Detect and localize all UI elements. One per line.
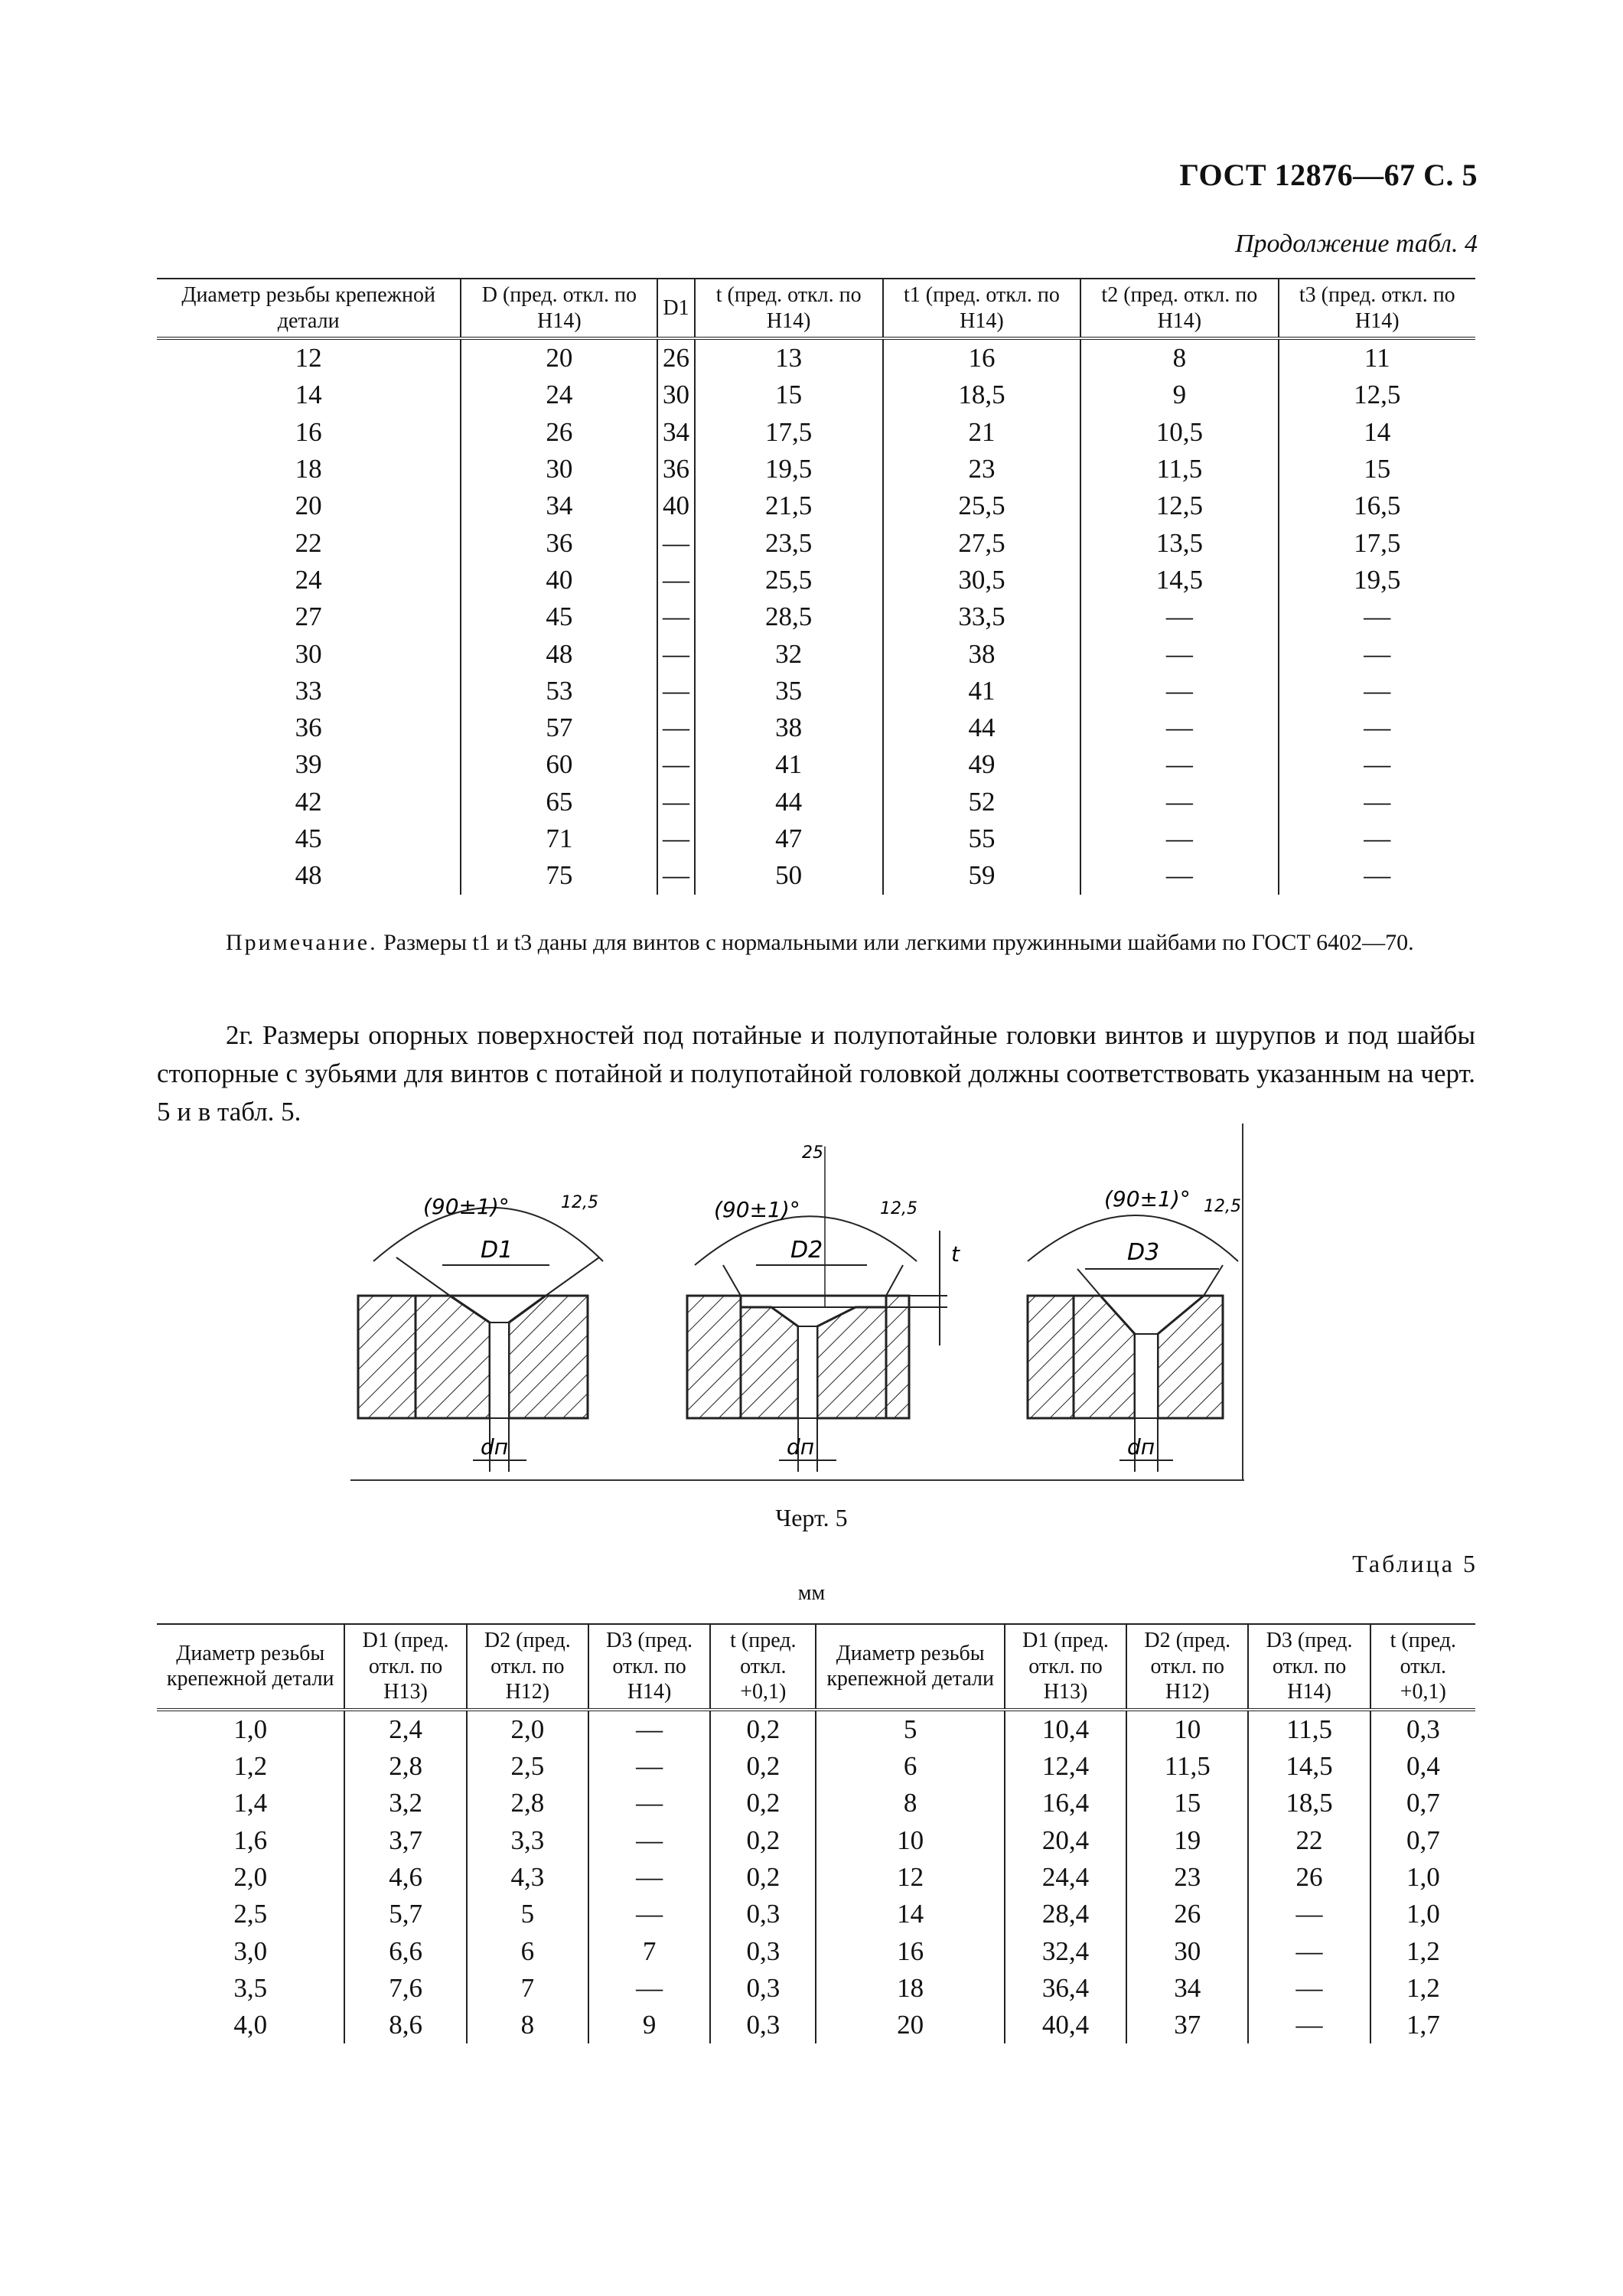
table-cell: — — [1080, 636, 1278, 673]
table-cell: 27 — [295, 602, 322, 632]
column-header: t (пред. откл. +0,1) — [1370, 1624, 1475, 1710]
table-cell: — — [1279, 784, 1475, 820]
table-cell: 48 — [461, 636, 657, 673]
table-cell: 36 — [295, 713, 322, 743]
table-cell: 20 — [295, 491, 322, 521]
table-cell: — — [588, 1896, 710, 1932]
table-continuation-label: Продолжение табл. 4 — [1234, 230, 1478, 258]
table-cell: 0,3 — [1370, 1710, 1475, 1748]
column-header: D (пред. откл. по H14) — [461, 279, 657, 338]
countersink-view-2 — [687, 1143, 960, 1472]
table-cell: 3,5 — [233, 1972, 268, 2003]
roughness-label-1: 12,5 — [561, 1193, 598, 1212]
table-cell: 14 — [295, 380, 322, 410]
table-cell: — — [1248, 1933, 1370, 1970]
table-cell: 37 — [1126, 2007, 1248, 2043]
table-cell: — — [1279, 857, 1475, 894]
table-cell: 36 — [461, 525, 657, 562]
table-cell: — — [657, 598, 694, 635]
table-cell: 55 — [883, 820, 1080, 857]
table-cell: — — [657, 673, 694, 709]
table-cell: 30 — [657, 377, 694, 413]
table-cell: 1,4 — [233, 1788, 268, 1818]
technical-drawing — [350, 1124, 1244, 1482]
table-cell: 2,0 — [233, 1861, 268, 1892]
table-cell: 19 — [1126, 1822, 1248, 1859]
angle-label-2: (90±1)° — [714, 1197, 800, 1222]
table-cell: 5 — [467, 1896, 588, 1932]
table-cell: 8 — [816, 1785, 1004, 1821]
table-5-unit: мм — [797, 1581, 826, 1605]
dn-label-1: dп — [481, 1434, 509, 1459]
table-cell: 5 — [816, 1710, 1004, 1748]
table-cell: 4,6 — [344, 1859, 466, 1896]
table-cell: — — [657, 709, 694, 746]
table-4-header-row — [157, 279, 1475, 338]
table-cell: — — [657, 784, 694, 820]
table-cell: — — [1248, 1896, 1370, 1932]
table-cell: — — [1080, 709, 1278, 746]
table-row — [157, 857, 1475, 894]
table-row — [157, 338, 1475, 377]
table-cell: 1,2 — [233, 1751, 268, 1782]
table-cell: — — [1248, 2007, 1370, 2043]
table-cell: 27,5 — [883, 525, 1080, 562]
dn-label-2: dп — [787, 1434, 815, 1459]
table-cell: 1,7 — [1370, 2007, 1475, 2043]
table-row — [157, 820, 1475, 857]
d2-label: D2 — [790, 1237, 823, 1264]
table-cell: 18,5 — [1248, 1785, 1370, 1821]
table-cell: — — [1279, 636, 1475, 673]
table-cell: 0,2 — [710, 1822, 816, 1859]
table-5-body — [157, 1710, 1475, 2044]
table-cell: 40,4 — [1005, 2007, 1126, 2043]
table-cell: — — [1080, 784, 1278, 820]
table-cell: 23,5 — [695, 525, 883, 562]
table-cell: 30,5 — [883, 562, 1080, 598]
table-cell: 3,0 — [233, 1936, 268, 1966]
table-cell: 15 — [1279, 451, 1475, 488]
table-cell: 26 — [1126, 1896, 1248, 1932]
column-header: D1 — [657, 279, 694, 338]
table-cell: 10,5 — [1080, 414, 1278, 451]
table-cell: 25,5 — [695, 562, 883, 598]
table-cell: 2,5 — [233, 1899, 268, 1929]
table-cell: 2,4 — [344, 1710, 466, 1748]
column-header: t1 (пред. откл. по H14) — [883, 279, 1080, 338]
column-header: t (пред. откл. +0,1) — [710, 1624, 816, 1710]
table-cell: 32 — [695, 636, 883, 673]
table-cell: 6 — [816, 1748, 1004, 1785]
column-header: Диаметр резьбы крепежной детали — [816, 1624, 1004, 1710]
table-cell: 26 — [461, 414, 657, 451]
table-cell: 13,5 — [1080, 525, 1278, 562]
table-cell: 21 — [883, 414, 1080, 451]
table-cell: 7 — [588, 1933, 710, 1970]
table-cell: 50 — [695, 857, 883, 894]
table-cell: 60 — [461, 746, 657, 783]
table-row — [157, 414, 1475, 451]
table-cell: 18,5 — [883, 377, 1080, 413]
table-cell: 12,5 — [1279, 377, 1475, 413]
column-header: t2 (пред. откл. по H14) — [1080, 279, 1278, 338]
table-cell: 1,2 — [1370, 1970, 1475, 2007]
table-cell: 9 — [588, 2007, 710, 2043]
table-row — [157, 2007, 1475, 2043]
table-cell: 26 — [1248, 1859, 1370, 1896]
table-row — [157, 746, 1475, 783]
table-cell: 0,3 — [710, 1933, 816, 1970]
table-row — [157, 1785, 1475, 1821]
table-cell: — — [1080, 746, 1278, 783]
table-cell: 3,2 — [344, 1785, 466, 1821]
table-cell: — — [1080, 857, 1278, 894]
table-cell: 34 — [657, 414, 694, 451]
column-header: t3 (пред. откл. по H14) — [1279, 279, 1475, 338]
table-cell: 1,2 — [1370, 1933, 1475, 1970]
table-cell: 12,4 — [1005, 1748, 1126, 1785]
table-cell: 40 — [461, 562, 657, 598]
table-cell: 30 — [1126, 1933, 1248, 1970]
column-header: Диаметр резьбы крепежной детали — [157, 279, 461, 338]
table-row — [157, 1748, 1475, 1785]
table-row — [157, 598, 1475, 635]
table-cell: 0,7 — [1370, 1822, 1475, 1859]
table-cell: 18 — [295, 454, 322, 484]
table-cell: 0,2 — [710, 1710, 816, 1748]
table-cell: 34 — [1126, 1970, 1248, 2007]
table-cell: 12,5 — [1080, 488, 1278, 524]
table-cell: 41 — [883, 673, 1080, 709]
table-cell: 0,3 — [710, 1896, 816, 1932]
table-cell: 34 — [461, 488, 657, 524]
table-row — [157, 784, 1475, 820]
column-header: D1 (пред. откл. по H13) — [344, 1624, 466, 1710]
table-cell: 20 — [816, 2007, 1004, 2043]
column-header: D1 (пред. откл. по H13) — [1005, 1624, 1126, 1710]
section-paragraph: 2г. Размеры опорных поверхностей под потайные и полупотайные головки винтов и шурупов и под шайбы стопорные с зубьями для винтов с потайной и полупотайной головкой должны соответствовать указанным на черт. 5 и в табл. 5. — [157, 1020, 1475, 1127]
table-cell: 0,3 — [710, 1970, 816, 2007]
table-cell: — — [588, 1970, 710, 2007]
table-cell: 0,2 — [710, 1785, 816, 1821]
table-cell: 8 — [467, 2007, 588, 2043]
column-header: D2 (пред. откл. по H12) — [1126, 1624, 1248, 1710]
table-cell: 65 — [461, 784, 657, 820]
countersink-view-1 — [358, 1193, 603, 1472]
table-cell: — — [588, 1822, 710, 1859]
table-cell: 7 — [467, 1970, 588, 2007]
table-row — [157, 451, 1475, 488]
table-cell: 2,8 — [467, 1785, 588, 1821]
angle-label-1: (90±1)° — [423, 1194, 510, 1219]
table-cell: 8 — [1080, 338, 1278, 377]
table-cell: 3,3 — [467, 1822, 588, 1859]
table-cell: — — [1279, 709, 1475, 746]
table-cell: 52 — [883, 784, 1080, 820]
table-cell: 2,8 — [344, 1748, 466, 1785]
table-5 — [157, 1623, 1475, 2043]
table-cell: 16,5 — [1279, 488, 1475, 524]
d3-label: D3 — [1127, 1239, 1160, 1266]
table-cell: 2,5 — [467, 1748, 588, 1785]
page-header: ГОСТ 12876—67 С. 5 — [1179, 158, 1478, 192]
column-header: D3 (пред. откл. по H14) — [1248, 1624, 1370, 1710]
table-cell: 1,0 — [233, 1714, 268, 1744]
table-row — [157, 1710, 1475, 1748]
table-cell: 20 — [461, 338, 657, 377]
table-cell: — — [657, 525, 694, 562]
table-row — [157, 1859, 1475, 1896]
table-cell: 19,5 — [1279, 562, 1475, 598]
table-cell: 1,6 — [233, 1825, 268, 1855]
table-cell: 16 — [883, 338, 1080, 377]
table-cell: 10,4 — [1005, 1710, 1126, 1748]
table-cell: 14 — [816, 1896, 1004, 1932]
table-cell: 41 — [695, 746, 883, 783]
d1-label: D1 — [481, 1237, 513, 1264]
table-cell: 39 — [295, 749, 322, 780]
table-cell: 13 — [695, 338, 883, 377]
table-cell: — — [1080, 598, 1278, 635]
table-cell: 23 — [1126, 1859, 1248, 1896]
table-cell: 18 — [816, 1970, 1004, 2007]
table-cell: 12 — [816, 1859, 1004, 1896]
table-cell: 24,4 — [1005, 1859, 1126, 1896]
table-cell: 71 — [461, 820, 657, 857]
table-cell: — — [1279, 673, 1475, 709]
dn-label-3: dп — [1127, 1434, 1155, 1459]
table-cell: 0,3 — [710, 2007, 816, 2043]
table-row — [157, 525, 1475, 562]
table-cell: 14,5 — [1080, 562, 1278, 598]
table-cell: 44 — [695, 784, 883, 820]
table-cell: 19,5 — [695, 451, 883, 488]
table-cell: 44 — [883, 709, 1080, 746]
table-row — [157, 1970, 1475, 2007]
roughness-label-3: 12,5 — [1204, 1197, 1241, 1216]
table-cell: 17,5 — [695, 414, 883, 451]
table-cell: 75 — [461, 857, 657, 894]
table-cell: 24 — [461, 377, 657, 413]
table-cell: 28,5 — [695, 598, 883, 635]
table-cell: 42 — [295, 786, 322, 817]
table-cell: 38 — [695, 709, 883, 746]
table-5-header-row — [157, 1624, 1475, 1710]
table-cell: 11 — [1279, 338, 1475, 377]
table-cell: — — [657, 820, 694, 857]
table-cell: — — [657, 857, 694, 894]
table-cell: 35 — [695, 673, 883, 709]
table-row — [157, 1822, 1475, 1859]
table-cell: — — [588, 1748, 710, 1785]
table-cell: 10 — [1126, 1710, 1248, 1748]
table-cell: 15 — [695, 377, 883, 413]
table-cell: 38 — [883, 636, 1080, 673]
table-row — [157, 377, 1475, 413]
roughness-label-25: 25 — [802, 1143, 823, 1163]
table-cell: 15 — [1126, 1785, 1248, 1821]
table-row — [157, 1933, 1475, 1970]
table-cell: 45 — [295, 823, 322, 854]
table-cell: 0,7 — [1370, 1785, 1475, 1821]
table-row — [157, 709, 1475, 746]
note-label: Примечание. — [226, 930, 378, 955]
table-row — [157, 488, 1475, 524]
table-cell: 11,5 — [1080, 451, 1278, 488]
table-cell: 17,5 — [1279, 525, 1475, 562]
table-cell: 20,4 — [1005, 1822, 1126, 1859]
table-5-label: Таблица 5 — [1352, 1550, 1478, 1577]
table-row — [157, 673, 1475, 709]
table-cell: 36 — [657, 451, 694, 488]
table-cell: 4,0 — [233, 2010, 268, 2040]
table-cell: — — [588, 1710, 710, 1748]
table-cell: 33,5 — [883, 598, 1080, 635]
table-cell: 12 — [295, 343, 322, 373]
table-cell: 0,4 — [1370, 1748, 1475, 1785]
table-cell: — — [588, 1859, 710, 1896]
table-cell: 40 — [657, 488, 694, 524]
column-header: t (пред. откл. по H14) — [695, 279, 883, 338]
table-cell: 0,2 — [710, 1859, 816, 1896]
table-cell: 9 — [1080, 377, 1278, 413]
table-cell: 0,2 — [710, 1748, 816, 1785]
column-header: Диаметр резьбы крепежной детали — [157, 1624, 344, 1710]
table-cell: 32,4 — [1005, 1933, 1126, 1970]
table-cell: 1,0 — [1370, 1859, 1475, 1896]
table-cell: 25,5 — [883, 488, 1080, 524]
countersink-view-3 — [1028, 1186, 1241, 1472]
table-cell: — — [657, 746, 694, 783]
table-cell: 21,5 — [695, 488, 883, 524]
table-cell: — — [1279, 598, 1475, 635]
table-cell: 16 — [816, 1933, 1004, 1970]
table-cell: 47 — [695, 820, 883, 857]
table-cell: — — [1279, 820, 1475, 857]
table-cell: 53 — [461, 673, 657, 709]
table-cell: — — [1248, 1970, 1370, 2007]
table-row — [157, 562, 1475, 598]
table-cell: 22 — [1248, 1822, 1370, 1859]
table-cell: 24 — [295, 564, 322, 595]
table-cell: 48 — [295, 860, 322, 891]
table-cell: — — [657, 636, 694, 673]
table-note — [157, 925, 1475, 961]
table-cell: 33 — [295, 675, 322, 706]
table-cell: 45 — [461, 598, 657, 635]
table-cell: — — [1080, 673, 1278, 709]
table-cell: 4,3 — [467, 1859, 588, 1896]
table-row — [157, 1896, 1475, 1932]
angle-label-3: (90±1)° — [1104, 1186, 1191, 1212]
table-cell: 16 — [295, 416, 322, 447]
table-cell: 6 — [467, 1933, 588, 1970]
table-cell: 23 — [883, 451, 1080, 488]
table-cell: 8,6 — [344, 2007, 466, 2043]
table-cell: 5,7 — [344, 1896, 466, 1932]
table-cell: — — [588, 1785, 710, 1821]
table-cell: 10 — [816, 1822, 1004, 1859]
table-cell: 14,5 — [1248, 1748, 1370, 1785]
table-cell: — — [1279, 746, 1475, 783]
table-cell: 36,4 — [1005, 1970, 1126, 2007]
table-cell: 59 — [883, 857, 1080, 894]
note-text: Размеры t1 и t3 даны для винтов с нормальными или легкими пружинными шайбами по ГОСТ 6402—70. — [383, 930, 1414, 955]
table-row — [157, 636, 1475, 673]
t-label: t — [951, 1241, 960, 1267]
table-cell: 1,0 — [1370, 1896, 1475, 1932]
table-4-body — [157, 338, 1475, 894]
table-cell: 6,6 — [344, 1933, 466, 1970]
table-cell: 22 — [295, 527, 322, 558]
table-cell: 26 — [657, 338, 694, 377]
table-cell: 11,5 — [1248, 1710, 1370, 1748]
drawing-caption: Черт. 5 — [775, 1504, 848, 1531]
table-cell: 2,0 — [467, 1710, 588, 1748]
table-cell: 3,7 — [344, 1822, 466, 1859]
column-header: D2 (пред. откл. по H12) — [467, 1624, 588, 1710]
table-cell: 16,4 — [1005, 1785, 1126, 1821]
table-cell: — — [1080, 820, 1278, 857]
table-cell: 11,5 — [1126, 1748, 1248, 1785]
table-cell: 49 — [883, 746, 1080, 783]
roughness-label-2: 12,5 — [880, 1199, 917, 1218]
table-cell: 30 — [295, 638, 322, 669]
table-cell: 57 — [461, 709, 657, 746]
table-4 — [157, 278, 1475, 895]
table-cell: 14 — [1279, 414, 1475, 451]
table-cell: 28,4 — [1005, 1896, 1126, 1932]
table-cell: — — [657, 562, 694, 598]
table-cell: 30 — [461, 451, 657, 488]
table-cell: 7,6 — [344, 1970, 466, 2007]
column-header: D3 (пред. откл. по H14) — [588, 1624, 710, 1710]
